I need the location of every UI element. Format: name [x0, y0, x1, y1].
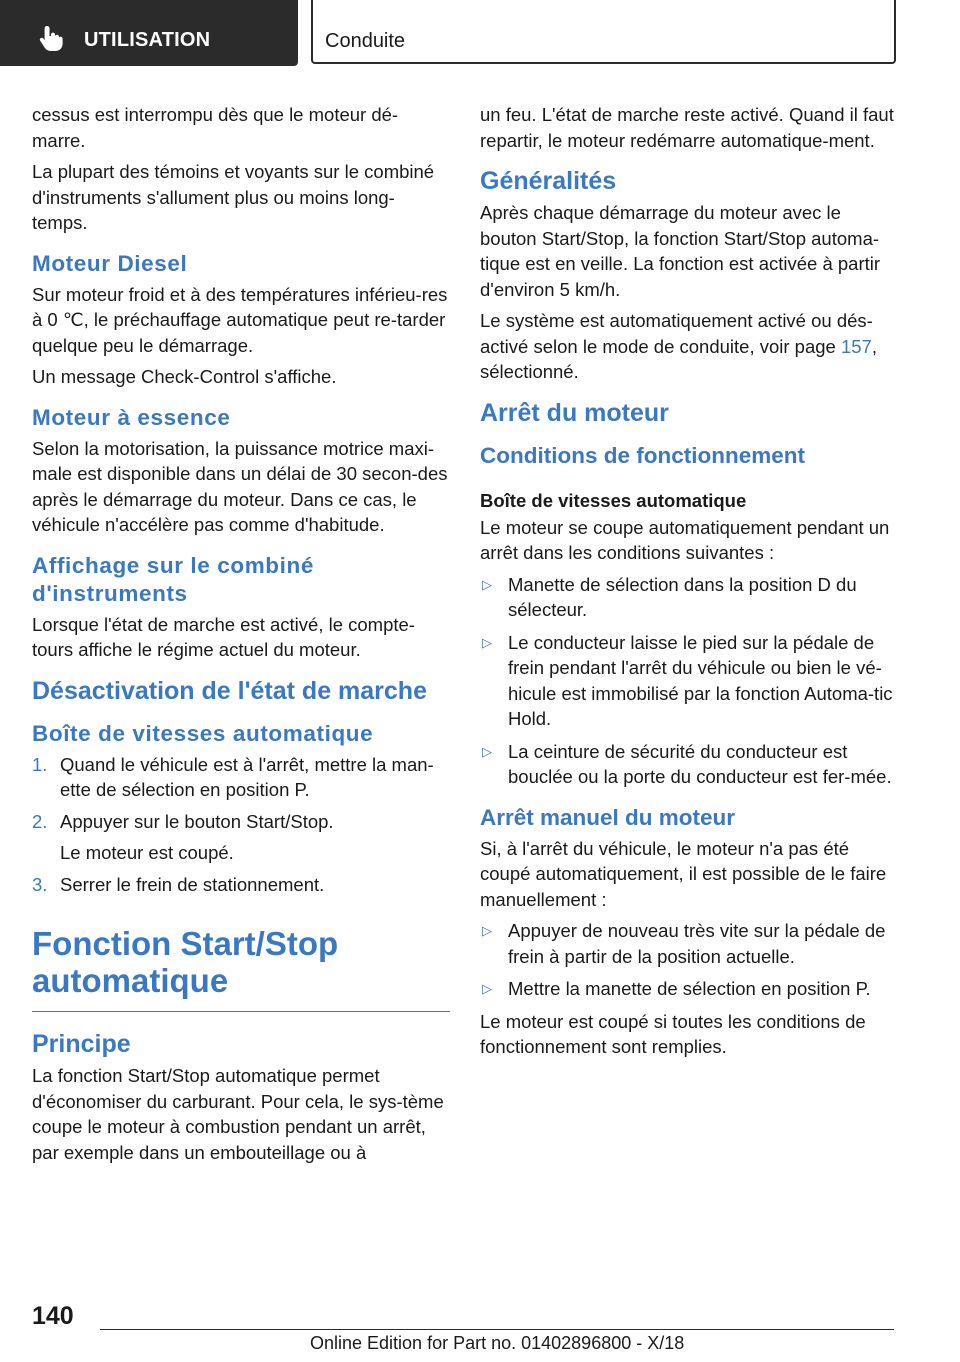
- left-column: [32, 102, 450, 1171]
- heading-fonction-start-stop: Fonction Start/Stop automatique: [32, 925, 450, 1012]
- triangle-bullet-icon: ▷: [482, 981, 492, 996]
- paragraph: Lorsque l'état de marche est activé, le compte-tours affiche le régime actuel du moteur.: [32, 613, 415, 660]
- right-column: [480, 102, 898, 1066]
- numbered-step: [32, 872, 450, 898]
- list-item: [480, 918, 898, 969]
- heading-arret-moteur: Arrêt du moteur: [480, 398, 669, 427]
- text-run: Le système est automatiquement activé ou dés-activé selon le mode de conduite, voir page: [480, 310, 873, 357]
- numbered-step: [32, 752, 450, 803]
- paragraph: un feu. L'état de marche reste activé. Quand il faut repartir, le moteur redémarre automatique-ment.: [480, 104, 894, 151]
- step-text: Appuyer sur le bouton Start/Stop.: [60, 810, 334, 832]
- paragraph: Le moteur est coupé si toutes les conditions de fonctionnement sont remplies.: [480, 1010, 866, 1057]
- section-title: UTILISATION: [84, 29, 211, 51]
- triangle-bullet-icon: ▷: [482, 634, 492, 650]
- paragraph: La fonction Start/Stop automatique permet d'économiser du carburant. Pour cela, le sys-tème coupe le moteur à combustion pendant un arrêt, par exemple dans un embouteillage ou à: [32, 1065, 444, 1163]
- paragraph: La plupart des témoins et voyants sur le combiné d'instruments s'allument plus ou moins long-temps.: [32, 161, 435, 233]
- heading-conditions: Conditions de fonctionnement: [480, 442, 805, 468]
- page-number: 140: [32, 1302, 74, 1330]
- step-number: 2.: [32, 810, 48, 832]
- list-item-text: La ceinture de sécurité du conducteur est bouclée ou la porte du conducteur est fer-mée.: [508, 740, 892, 787]
- list-item: [480, 976, 898, 1002]
- list-item-text: Le conducteur laisse le pied sur la pédale de frein pendant l'arrêt du véhicule ou bien le vé-hicule est immobilisé par la fonction Automa-tic Hold.: [508, 631, 893, 729]
- paragraph: Après chaque démarrage du moteur avec le bouton Start/Stop, la fonction Start/Stop automa-tique est en veille. La fonction est activée à partir d'environ 5 km/h.: [480, 202, 881, 300]
- list-item-text: Manette de sélection dans la position D du sélecteur.: [508, 573, 857, 620]
- list-item: [480, 572, 898, 623]
- text-run: , sélectionné.: [480, 335, 877, 382]
- paragraph: Si, à l'arrêt du véhicule, le moteur n'a pas été coupé automatiquement, il est possible de le faire manuellement :: [480, 837, 887, 910]
- heading-desactivation: Désactivation de l'état de marche: [32, 676, 427, 705]
- page-header: [0, 0, 960, 66]
- edition-footer: Online Edition for Part no. 01402896800 - X/18: [310, 1333, 685, 1353]
- heading-moteur-diesel: Moteur Diesel: [32, 250, 188, 276]
- paragraph: Selon la motorisation, la puissance motrice maxi-male est disponible dans un délai de 30 secon-des après le démarrage du moteur. Dans ce cas, le véhicule n'accélère pas comme d'habitude.: [32, 437, 448, 535]
- heading-moteur-essence: Moteur à essence: [32, 404, 231, 430]
- numbered-step: [32, 809, 450, 835]
- heading-principe: Principe: [32, 1030, 131, 1058]
- list-item: [480, 739, 898, 790]
- page-link[interactable]: 157: [840, 335, 872, 357]
- triangle-bullet-icon: ▷: [482, 743, 492, 759]
- section-tab: [0, 0, 298, 66]
- step-result: Le moteur est coupé.: [60, 842, 234, 863]
- list-item-text: Appuyer de nouveau très vite sur la pédale de frein à partir de la position actuelle.: [508, 920, 886, 967]
- triangle-bullet-icon: ▷: [482, 923, 492, 938]
- step-number: 1.: [32, 753, 48, 775]
- paragraph: [480, 308, 898, 385]
- step-text: Serrer le frein de stationnement.: [60, 873, 325, 895]
- chapter-title: Conduite: [325, 30, 406, 52]
- paragraph: Un message Check-Control s'affiche.: [32, 366, 337, 387]
- heading-boite-vitesses: Boîte de vitesses automatique: [480, 489, 747, 511]
- step-number: 3.: [32, 873, 48, 895]
- heading-affichage: Affichage sur le combiné d'instruments: [32, 552, 314, 606]
- paragraph: Sur moteur froid et à des températures inférieu-res à 0 ℃, le préchauffage automatique peut re-tarder quelque peu le démarrage.: [32, 283, 448, 356]
- triangle-bullet-icon: ▷: [482, 576, 492, 592]
- heading-arret-manuel: Arrêt manuel du moteur: [480, 804, 736, 830]
- list-item-text: Mettre la manette de sélection en position P.: [508, 978, 871, 999]
- heading-generalites: Généralités: [480, 167, 617, 195]
- heading-boite-vitesses: Boîte de vitesses automatique: [32, 720, 374, 746]
- paragraph: cessus est interrompu dès que le moteur dé-marre.: [32, 104, 399, 151]
- footer-divider: [100, 1329, 894, 1330]
- paragraph: Le moteur se coupe automatiquement pendant un arrêt dans les conditions suivantes :: [480, 516, 890, 563]
- hand-pointer-icon: [38, 24, 64, 52]
- list-item: [480, 630, 898, 732]
- step-text: Quand le véhicule est à l'arrêt, mettre la man-ette de sélection en position P.: [60, 753, 434, 800]
